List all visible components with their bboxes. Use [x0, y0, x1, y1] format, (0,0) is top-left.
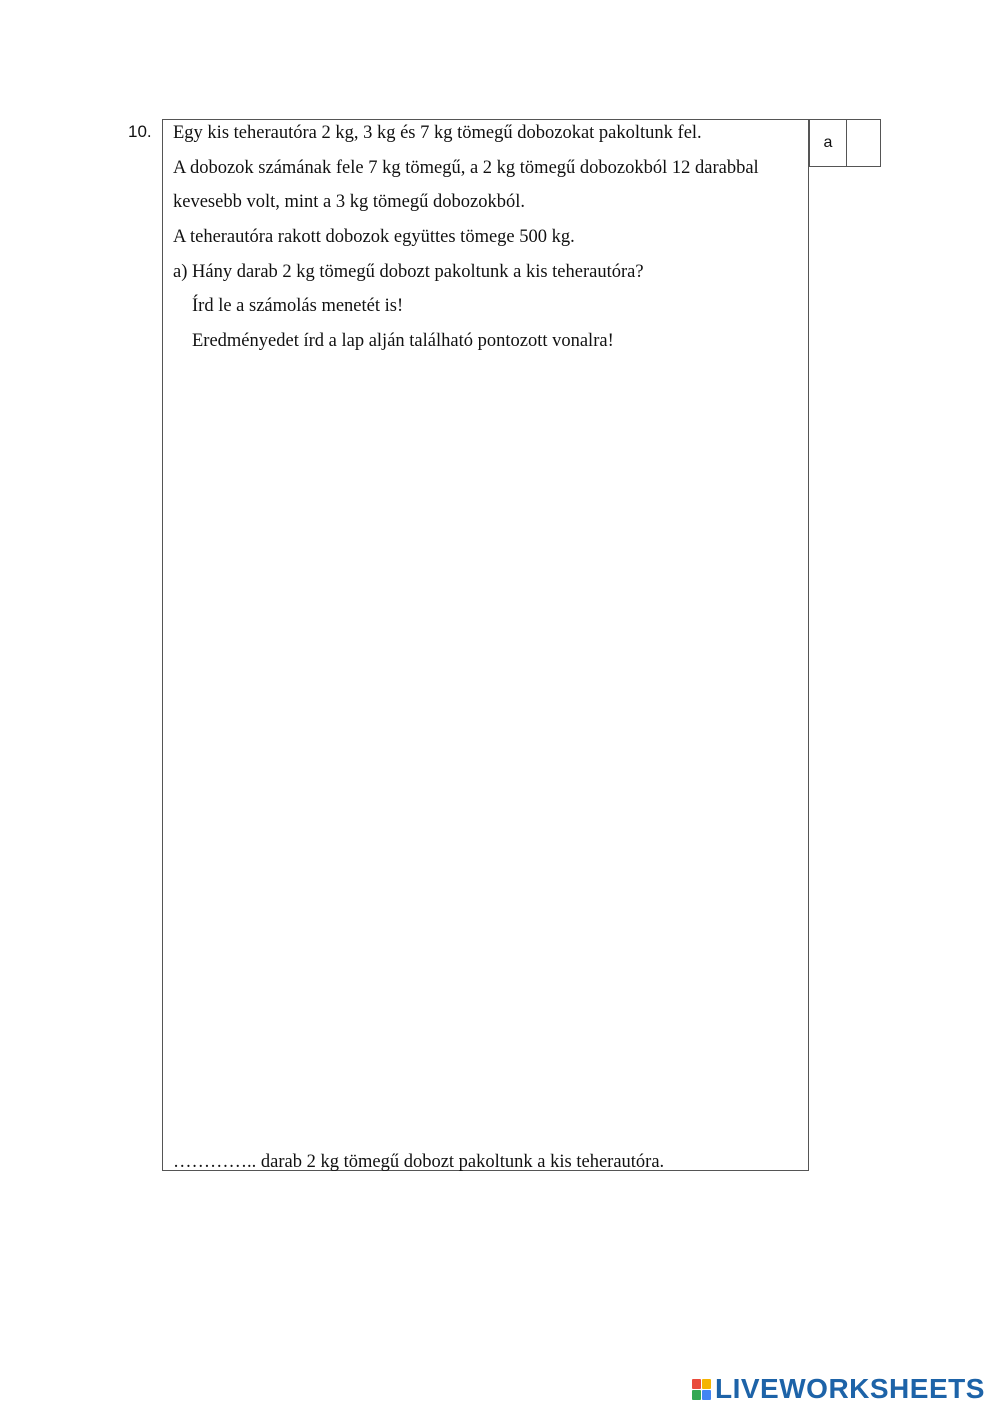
task-line: Egy kis teherautóra 2 kg, 3 kg és 7 kg tömegű dobozokat pakoltunk fel.	[173, 123, 702, 143]
logo-mark-icon	[692, 1379, 711, 1400]
answer-line[interactable]: ………….. darab 2 kg tömegű dobozt pakoltunk a kis teherautóra.	[173, 1152, 665, 1172]
question-number: 10.	[128, 122, 152, 141]
task-line: A teherautóra rakott dobozok együttes tömege 500 kg.	[173, 227, 575, 247]
task-box	[162, 119, 809, 1171]
task-subquestion: a) Hány darab 2 kg tömegű dobozt pakoltunk a kis teherautóra?	[173, 262, 644, 282]
task-instruction: Eredményedet írd a lap alján található pontozott vonalra!	[192, 331, 614, 351]
task-instruction: Írd le a számolás menetét is!	[192, 296, 404, 316]
task-line: A dobozok számának fele 7 kg tömegű, a 2 kg tömegű dobozokból 12 darabbal	[173, 158, 759, 178]
score-input-cell[interactable]	[847, 120, 880, 166]
score-label: a	[810, 120, 847, 166]
liveworksheets-logo	[692, 1374, 985, 1404]
score-box	[809, 119, 881, 167]
logo-text: LIVEWORKSHEETS	[715, 1373, 985, 1404]
task-line: kevesebb volt, mint a 3 kg tömegű dobozokból.	[173, 192, 525, 212]
